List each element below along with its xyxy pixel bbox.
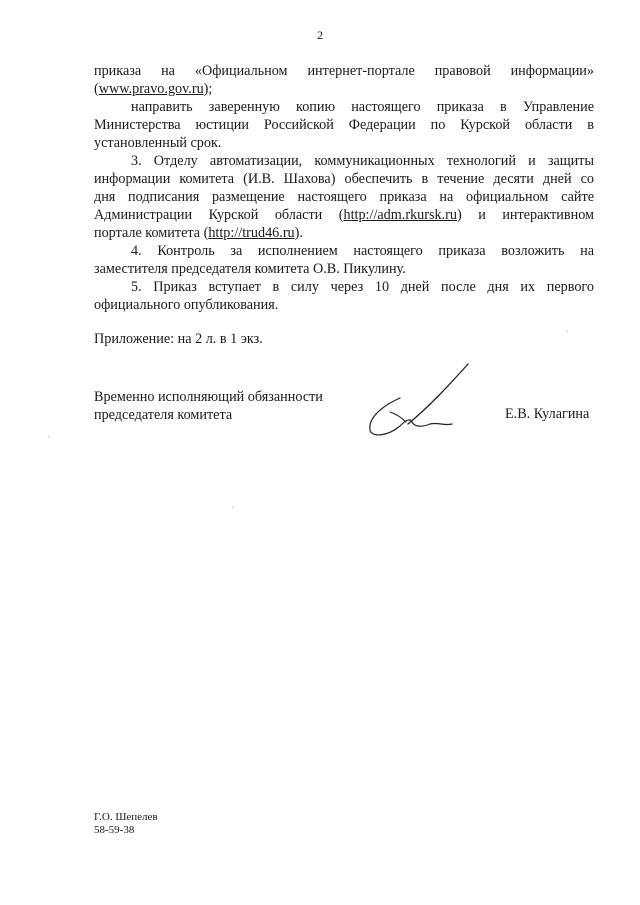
page-number: 2: [317, 28, 323, 42]
scan-speck: [48, 436, 50, 437]
signatory-position: Временно исполняющий обязанности: [94, 389, 323, 405]
text-span: Администрации Курской области (: [94, 207, 344, 223]
paragraph-line: приказа на «Официальном интернет-портале правовой информации»: [94, 63, 594, 79]
paragraph-line: заместителя председателя комитета О.В. Пикулину.: [94, 261, 406, 277]
paragraph-line: направить заверенную копию настоящего приказа в Управление: [131, 99, 594, 115]
paragraph-line: официального опубликования.: [94, 297, 279, 313]
scan-speck: [566, 331, 568, 332]
signatory-position: председателя комитета: [94, 407, 233, 423]
paragraph-line: [94, 206, 594, 224]
link-prefix: (: [94, 81, 99, 97]
executor-phone: 58-59-38: [94, 824, 135, 836]
paragraph-line: информации комитета (И.В. Шахова) обеспечить в течение десяти дней со: [94, 171, 594, 187]
signatory-name: Е.В. Кулагина: [505, 406, 590, 422]
link-suffix: );: [203, 81, 213, 97]
trud46-link[interactable]: http://trud46.ru: [208, 225, 295, 241]
paragraph-line: [94, 224, 594, 242]
pravo-gov-link[interactable]: www.pravo.gov.ru: [98, 81, 204, 97]
appendix-note: Приложение: на 2 л. в 1 экз.: [94, 331, 263, 347]
paragraph-line: дня подписания размещение настоящего приказа на официальном сайте: [94, 189, 594, 205]
text-span: ).: [294, 225, 303, 241]
text-span: портале комитета (: [94, 225, 209, 241]
paragraph-line: 4. Контроль за исполнением настоящего приказа возложить на: [131, 243, 594, 259]
paragraph-line: 3. Отделу автоматизации, коммуникационных технологий и защиты: [131, 153, 594, 169]
paragraph-line: 5. Приказ вступает в силу через 10 дней после дня их первого: [131, 279, 594, 295]
handwritten-signature: [360, 360, 480, 440]
adm-rkursk-link[interactable]: http://adm.rkursk.ru: [343, 207, 457, 223]
executor-name: Г.О. Шепелев: [94, 811, 158, 823]
paragraph-line: установленный срок.: [94, 135, 222, 151]
scan-speck: [232, 507, 234, 508]
text-span: ) и интерактивном: [456, 207, 594, 223]
paragraph-line: Министерства юстиции Российской Федерации по Курской области в: [94, 117, 594, 133]
paragraph-line: [94, 80, 594, 98]
